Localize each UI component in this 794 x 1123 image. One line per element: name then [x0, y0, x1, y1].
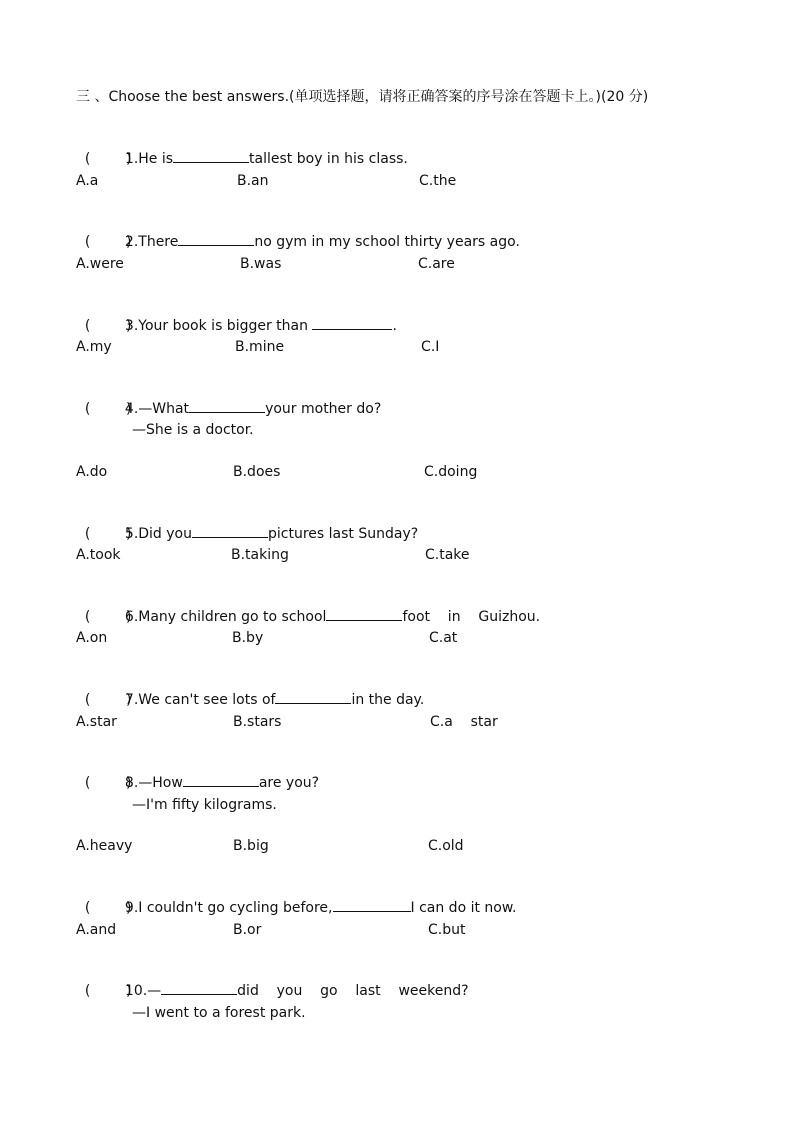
answer-blank	[326, 606, 402, 621]
option-b: B.an	[237, 173, 269, 189]
answer-blank	[192, 523, 268, 538]
question-text-post: pictures last Sunday?	[268, 526, 419, 542]
option-a: A.on	[76, 630, 108, 646]
answer-paren: ( )	[84, 775, 132, 791]
question-text-pre: 8.—How	[124, 775, 183, 791]
question-text-pre: 1.He is	[124, 151, 174, 167]
option-c: C.take	[425, 547, 470, 563]
option-b: B.was	[240, 256, 282, 272]
answer-paren: ( )	[84, 526, 132, 542]
question-text-pre: 6.Many children go to school	[124, 609, 327, 625]
answer-blank	[333, 897, 411, 912]
answer-paren: ( )	[84, 609, 132, 625]
question-9	[76, 879, 516, 917]
option-b: B.does	[233, 464, 281, 480]
option-c: C.at	[429, 630, 458, 646]
option-a: A.and	[76, 922, 117, 938]
option-c: C.a star	[430, 714, 498, 730]
answer-blank	[173, 148, 249, 163]
answer-blank	[161, 980, 237, 995]
option-b: B.taking	[231, 547, 289, 563]
option-b: B.stars	[233, 714, 282, 730]
question-text-pre: 10.—	[124, 983, 162, 999]
option-c: C.are	[418, 256, 455, 272]
question-text-post: did you go last weekend?	[237, 983, 469, 999]
question-6	[76, 588, 540, 626]
question-text-post: .	[392, 318, 397, 334]
question-text-post: I can do it now.	[410, 900, 517, 916]
option-a: A.a	[76, 173, 99, 189]
option-a: A.were	[76, 256, 124, 272]
answer-blank	[312, 315, 392, 330]
section-title: 三 、Choose the best answers.(单项选择题，请将正确答案的序号涂在答题卡上。)(20 分)	[76, 89, 649, 105]
question-text-post: are you?	[258, 775, 320, 791]
option-c: C.I	[421, 339, 440, 355]
question-text-pre: 3.Your book is bigger than	[124, 318, 313, 334]
dialogue-answer: —I'm fifty kilograms.	[132, 797, 277, 813]
question-10	[76, 962, 469, 1000]
answer-blank	[178, 231, 254, 246]
answer-blank	[183, 772, 259, 787]
option-a: A.star	[76, 714, 117, 730]
question-5	[76, 505, 418, 543]
question-text-post: tallest boy in his class.	[249, 151, 408, 167]
question-4	[76, 380, 381, 418]
answer-paren: ( )	[84, 234, 132, 250]
question-1	[76, 130, 408, 168]
question-text-pre: 4.—What	[124, 401, 190, 417]
question-3	[76, 297, 397, 335]
answer-paren: ( )	[84, 983, 132, 999]
option-c: C.but	[428, 922, 466, 938]
option-b: B.big	[233, 838, 269, 854]
question-2	[76, 213, 520, 251]
answer-paren: ( )	[84, 900, 132, 916]
answer-paren: ( )	[84, 401, 132, 417]
question-text-post: no gym in my school thirty years ago.	[254, 234, 520, 250]
option-a: A.took	[76, 547, 121, 563]
dialogue-answer: —I went to a forest park.	[132, 1005, 306, 1021]
question-text-pre: 5.Did you	[124, 526, 192, 542]
option-c: C.the	[419, 173, 457, 189]
option-b: B.or	[233, 922, 262, 938]
question-7	[76, 671, 424, 709]
dialogue-answer: —She is a doctor.	[132, 422, 254, 438]
question-8	[76, 754, 319, 792]
option-c: C.doing	[424, 464, 478, 480]
option-b: B.mine	[235, 339, 285, 355]
question-text-pre: 7.We can't see lots of	[124, 692, 276, 708]
option-a: A.do	[76, 464, 108, 480]
option-c: C.old	[428, 838, 464, 854]
question-text-post: foot in Guizhou.	[402, 609, 541, 625]
answer-blank	[189, 398, 265, 413]
option-b: B.by	[232, 630, 264, 646]
option-a: A.my	[76, 339, 112, 355]
answer-blank	[275, 689, 351, 704]
question-text-post: in the day.	[351, 692, 425, 708]
question-text-pre: 9.I couldn't go cycling before,	[124, 900, 333, 916]
option-a: A.heavy	[76, 838, 133, 854]
question-text-pre: 2.There	[124, 234, 179, 250]
answer-paren: ( )	[84, 151, 132, 167]
question-text-post: your mother do?	[265, 401, 382, 417]
answer-paren: ( )	[84, 692, 132, 708]
answer-paren: ( )	[84, 318, 132, 334]
